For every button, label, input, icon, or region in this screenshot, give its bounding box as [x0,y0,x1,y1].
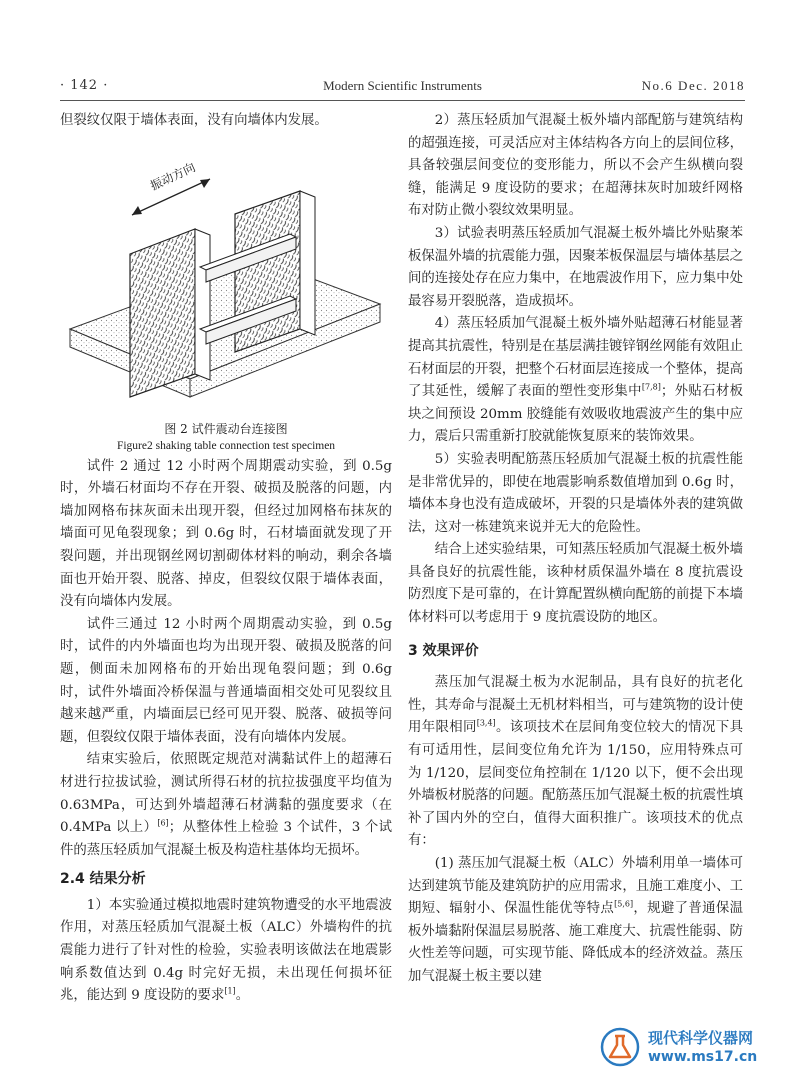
shaking-table-illustration [60,139,392,417]
paragraph: 蒸压加气混凝土板为水泥制品，具有良好的抗老化性，其寿命与混凝土无机材料相当，可与建筑物的设计使用年限相同[3,4]。该项技术在层间角变位较大的情况下具有可适用性，层间变位角允许为 1/150，应用特殊点可为 1/120，层间变位角控制在 1/120 以下，便不会出现外墙板材脱落的问题。配筋蒸压加气混凝土板的抗震性填补了国内外的空白，值得大面积推广。该项技术的优点有： [408,675,743,849]
figure-2 [60,139,392,417]
figure-caption-cn: 图 2 试件震动台连接图 [164,421,288,436]
paragraph: 2）蒸压轻质加气混凝土板外墙内部配筋与建筑结构的超强连接，可灵活应对主体结构各方向上的层间位移，具备较强层间变位的变形能力，所以不会产生纵横向裂缝，能满足 9 度设防的要求；在超薄抹灰时加玻纤网格布对防止微小裂纹效果明显。 [408,113,743,219]
header-rule [60,100,745,101]
issue-date: No.6 Dec. 2018 [641,78,745,93]
paragraph: 4）蒸压轻质加气混凝土板外墙外贴超薄石材能显著提高其抗震性，特别是在基层满挂镀锌钢丝网能有效阻止石材面层的开裂，把整个石材面层连接成一个整体，提高了其延性，缓解了表面的塑性变形集中[7,8]；外贴石材板块之间预设 20mm 胶缝能有效吸收地震波产生的集中应力，震后只需重新打胶就能恢复原来的装饰效果。 [408,316,744,445]
watermark-url: www.ms17.cn [648,1049,758,1065]
page-header [60,78,745,96]
paragraph: 3）试验表明蒸压轻质加气混凝土板外墙比外贴聚苯板保温外墙的抗震能力强，因聚苯板保温层与墙体基层之间的连接处存在应力集中，在地震波作用下，应力集中处最容易开裂脱落，造成损坏。 [408,225,743,309]
citation: [5,6] [614,899,634,909]
section-heading: 2.4 结果分析 [60,871,146,888]
citation: [1] [224,986,236,996]
paragraph: 结合上述实验结果，可知蒸压轻质加气混凝土板外墙具备良好的抗震性能，该种材质保温外墙在 8 度抗震设防烈度下是可靠的，在计算配置纵横向配筋的前提下本墙体材料可以考虑用于 9 度抗震设防的地区。 [408,542,743,626]
site-watermark [600,1025,780,1071]
section-heading: 3 效果评价 [408,642,479,659]
figure-caption-en: Figure2 shaking table connection test specimen [116,439,336,452]
right-column [408,110,743,989]
citation: [6] [157,818,169,828]
flask-logo-icon [600,1027,640,1067]
paragraph: 试件三通过 12 小时两个周期震动实验，到 0.5g 时，试件的内外墙面也均为出现开裂、破损及脱落的问题，侧面未加网格布的开始出现龟裂问题；到 0.6g 时，试件外墙面冷桥保温与普通墙面相交处可见裂纹且越来越严重，内墙面层已经可见开裂、脱落、破损等问题，但裂纹仅限于墙体表面，没有向墙体内发展。 [60,616,392,745]
watermark-name: 现代科学仪器网 [648,1029,754,1047]
arrow-label: 振动方向 [148,159,198,193]
paragraph: 1）本实验通过模拟地震时建筑物遭受的水平地震波作用，对蒸压轻质加气混凝土板（ALC）外墙构件的抗震能力进行了针对性的检验，实验表明该做法在地震影响系数值达到 0.4g 时完好无损，未出现任何损坏征兆，能达到 9 度设防的要求[1]。 [60,897,392,1004]
journal-title: Modern Scientific Instruments [323,78,482,93]
page-number: · 142 · [60,78,109,93]
citation: [3,4] [476,718,496,728]
paragraph: 试件 2 通过 12 小时两个周期震动实验，到 0.5g 时，外墙石材面均不存在开裂、破损及脱落的问题，内墙加网格布抹灰面未出现开裂，但经过加网格布抹灰的墙面可见龟裂现象；到 0.6g 时，石材墙面就发现了开裂问题，并出现钢丝网切割砌体材料的响动，剩余各墙面也开始开裂、脱落、掉皮，但裂纹仅限于墙体表面，没有向墙体内发展。 [60,458,392,610]
paragraph: (1) 蒸压加气混凝土板（ALC）外墙利用单一墙体可达到建筑节能及建筑防护的应用需求，且施工难度小、工期短、辐射小、保温性能优等特点[5,6]，规避了普通保温板外墙黏附保温层易脱落、施工难度大、抗震性能弱、防火性差等问题，可实现节能、降低成本的经济效益。蒸压加气混凝土板主要以建 [408,856,744,984]
paragraph: 5）实验表明配筋蒸压轻质加气混凝土板的抗震性能是非常优异的，即使在地震影响系数值增加到 0.6g 时，墙体本身也没有造成破坏，开裂的只是墙体外表的建筑做法，这对一栋建筑来说并无大的危险性。 [408,451,743,535]
paragraph: 结束实验后，依照既定规范对满黏试件上的超薄石材进行拉拔试验，测试所得石材的抗拉拔强度平均值为 0.63MPa，可达到外墙超薄石材满黏的强度要求（在 0.4MPa 以上）[6]；从整体性上检验 3 个试件，3 个试件的蒸压轻质加气混凝土板及构造柱基体均无损坏。 [60,752,393,858]
citation: [7,8] [641,382,661,392]
left-column [60,110,392,1008]
paragraph: 但裂纹仅限于墙体表面，没有向墙体内发展。 [60,113,328,128]
